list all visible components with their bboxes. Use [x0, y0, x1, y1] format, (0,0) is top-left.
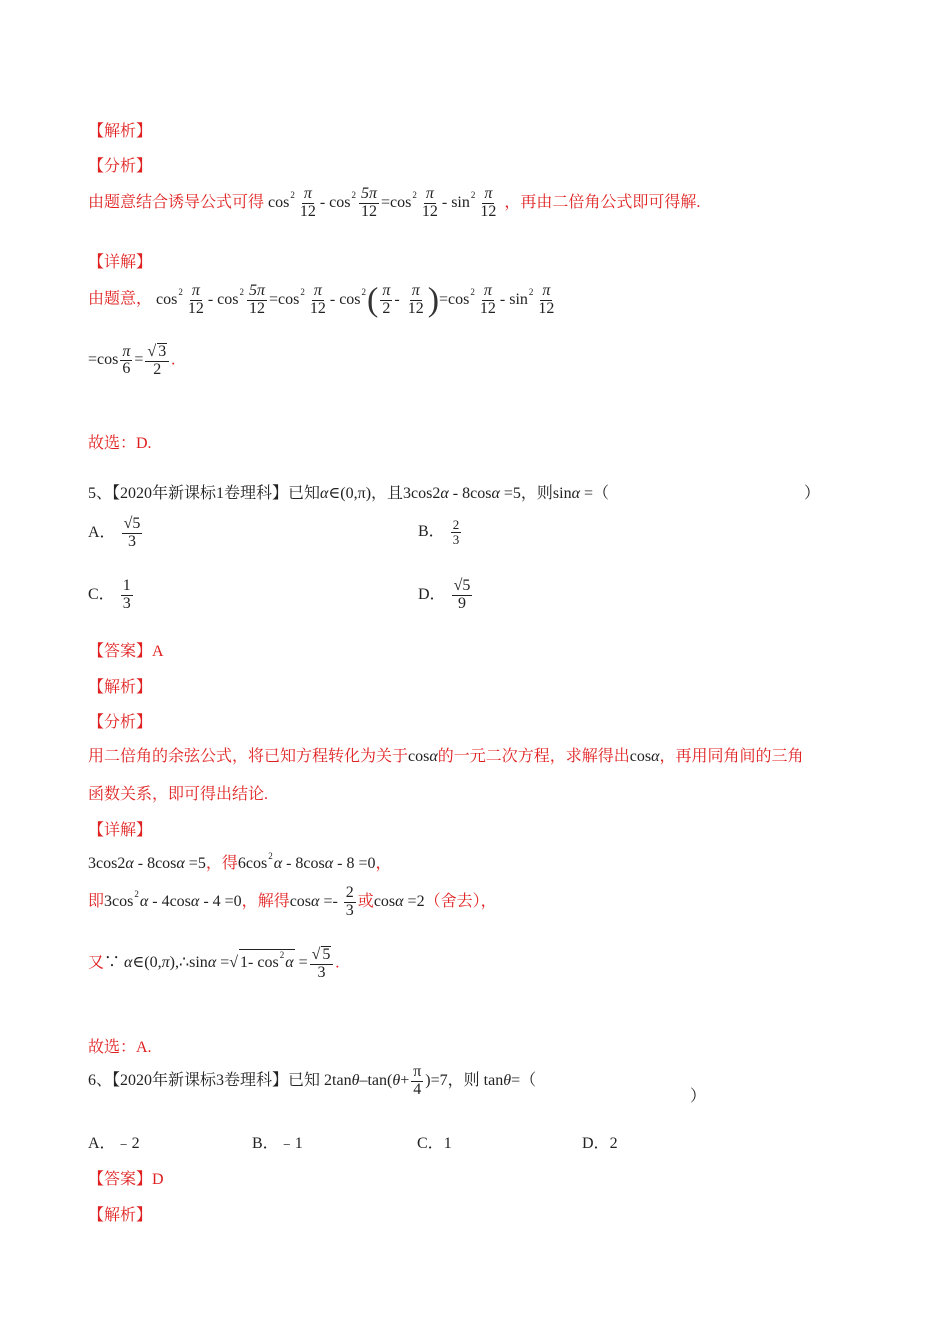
q4-analysis-suffix: ，再由二倍角公式即可得解. [504, 193, 701, 211]
q5-option-d-den: 9 [457, 594, 466, 612]
fenxi-heading-q4: 【分析】 [88, 158, 153, 175]
q5-detail-line-3: 又∵ α∈(0,π),∴sinα =√ 1- $\cos^2\alpha$ = $\frac{√ 5}{3}$ . [88, 946, 340, 981]
q6-option-a-value: ﹣2 [115, 1135, 140, 1152]
fenxi-heading-q5: 【分析】 [88, 714, 153, 731]
q5-option-d[interactable] [418, 578, 474, 613]
q5-option-a[interactable] [88, 516, 144, 551]
q5-answer: 【答案】A [88, 643, 164, 660]
q6-answer: 【答案】D [88, 1171, 164, 1188]
q6-option-d-label: D． [582, 1135, 610, 1152]
q5-analysis-4: 函数关系，即可得出结论. [88, 786, 269, 803]
q5-stem [88, 480, 609, 503]
jiexi-heading-q4: 【解析】 [88, 123, 153, 140]
q5-detail-ji: 即 [88, 892, 105, 910]
q6-stem-close: ） [690, 1088, 707, 1105]
q6-option-a-label: A． [88, 1135, 116, 1152]
q4-analysis-line [88, 186, 700, 221]
q4-detail-prefix: 由题意， [88, 290, 153, 308]
xiangjie-heading-q5: 【详解】 [88, 822, 153, 839]
q5-detail-or: 或 [357, 892, 374, 910]
q5-number: 5、 [88, 485, 113, 502]
q5-option-b-den: 3 [452, 531, 460, 547]
q5-detail-get: 得 [221, 855, 238, 872]
q5-option-a-num: √5 [123, 515, 141, 532]
q5-option-c[interactable] [88, 578, 135, 613]
q5-option-b-num: 2 [452, 517, 460, 533]
q5-stem-close: ） [804, 485, 821, 502]
q5-detail-discard: （舍去） [424, 892, 481, 910]
q6-option-c-label: C． [417, 1135, 444, 1152]
q4-choose: 故选：D. [88, 435, 152, 452]
q4-detail-line-1 [88, 281, 558, 319]
q5-detail-jiede: 解得 [257, 892, 290, 910]
q5-detail-formula-6: ∵ α∈(0,π),∴sinα =√ 1- $\cos^2\alpha$ = $\frac{√ 5}{3}$ [104, 954, 335, 971]
q6-option-d-value: 2 [609, 1135, 618, 1152]
q5-detail-formula-2: $6\cos^2\alpha - 8\cos\alpha - 8 =0$ [237, 851, 376, 872]
q5-stem-text-4: （ [593, 485, 610, 502]
q5-analysis-cos-2: cosα [629, 748, 660, 765]
q6-option-c-value: 1 [443, 1135, 452, 1152]
q6-option-c[interactable] [417, 1130, 452, 1153]
q6-option-a[interactable] [88, 1130, 140, 1153]
q6-option-b-label: B． [252, 1135, 279, 1152]
q5-detail-you: 又 [88, 954, 105, 972]
q5-detail-line-1: 3cos2α - 8cosα =5，得$6\cos^2\alpha - 8\cos\alpha - 8 =0$， [88, 851, 392, 872]
q5-option-b[interactable] [418, 518, 463, 546]
q5-option-b-label: B． [418, 523, 445, 540]
q6-stem-text-1: 已知 2tan [288, 1071, 352, 1089]
q5-analysis-line-1 [88, 743, 804, 766]
q6-option-b[interactable] [252, 1130, 303, 1153]
q5-analysis-2: 的一元二次方程，求解得出 [437, 748, 630, 765]
q5-stem-text-3: ，则 [520, 485, 553, 502]
q5-analysis-1: 用二倍角的余弦公式，将已知方程转化为关于 [88, 748, 409, 765]
q4-detail-line-2: =cos $\frac{\pi}{6}$ = $\frac{√ 3}{2}$ . [88, 342, 176, 378]
q5-detail-formula-1: 3cos2α - 8cosα =5 [88, 855, 206, 872]
q5-option-d-num: √5 [453, 577, 471, 594]
xiangjie-heading-q4: 【详解】 [88, 254, 153, 271]
q6-option-d[interactable] [582, 1130, 618, 1153]
q6-stem-text-3: )=7，则 tan [425, 1071, 504, 1089]
q6-stem-text-4: =（ [511, 1071, 537, 1089]
q6-stem: 6、【2020年新课标3卷理科】已知 2tanθ–tan(θ+ $\frac{\pi}{4}$ )=7，则 tanθ=（ [88, 1063, 537, 1098]
q5-stem-text-2: ，且 [371, 485, 404, 502]
q5-option-a-label: A． [88, 523, 116, 541]
q5-detail-formula-3: $3\cos^2\alpha - 4\cos\alpha - 4 =0$ [104, 888, 242, 910]
q6-stem-text-2: –tan( [359, 1071, 393, 1089]
q5-stem-formula-3: sinα = [552, 485, 593, 502]
q4-analysis-formula: $\cos^2$ $\frac{\pi}{12}$ - $\cos^2$ $\frac{5\pi}{12}$ $=\cos^2$ $\frac{\pi}{12}$ - $\sin^2$ $\frac{\pi}{12}$ [268, 185, 497, 220]
q5-stem-formula-1: α∈(0,π) [320, 485, 372, 502]
q5-source: 【2020年新课标1卷理科】 [112, 485, 289, 502]
q5-stem-formula-2: 3cos2α - 8cosα =5 [403, 485, 521, 502]
q6-source: 【2020年新课标3卷理科】 [112, 1071, 289, 1089]
q5-detail-line-2: 即$3\cos^2\alpha - 4\cos\alpha - 4 =0$，解得cosα =- $\frac{2}{3}$ 或cosα =2（舍去）， [88, 884, 497, 919]
q5-option-c-label: C． [88, 585, 115, 603]
q5-stem-text-1: 已知 [288, 485, 321, 502]
q5-analysis-3: ，再用同角间的三角 [659, 748, 804, 765]
q5-option-d-label: D． [418, 585, 446, 603]
q4-analysis-prefix: 由题意结合诱导公式可得 [88, 193, 265, 211]
q4-detail-formula-2: =cos $\frac{\pi}{6}$ = $\frac{√ 3}{2}$ [88, 351, 171, 368]
jiexi-heading-q5: 【解析】 [88, 679, 153, 696]
q5-analysis-cos-1: cosα [408, 748, 438, 765]
q6-option-b-value: ﹣1 [278, 1135, 303, 1152]
q5-choose: 故选：A. [88, 1039, 152, 1056]
q5-detail-formula-4: cosα =- $\frac{2}{3}$ [289, 884, 354, 919]
q5-option-c-den: 3 [122, 594, 131, 612]
q5-option-a-den: 3 [127, 532, 136, 550]
q5-option-c-num: 1 [122, 577, 131, 594]
jiexi-heading-q6: 【解析】 [88, 1207, 153, 1224]
q6-number: 6、 [88, 1071, 113, 1089]
q5-detail-formula-5: cosα =2 [373, 892, 425, 910]
q4-detail-formula-1: $\cos^2$ $\frac{\pi}{12}$ - $\cos^2$ $\frac{5\pi}{12}$ $=\cos^2$ $\frac{\pi}{12}$ - $\cos^2$( $\frac{\pi}{2}$ - $\frac{\pi}{12}$ )$=\cos^2$ $\frac{\pi}{12}$ - $\sin^2$ $\frac{\pi}{12}$ [156, 281, 555, 318]
